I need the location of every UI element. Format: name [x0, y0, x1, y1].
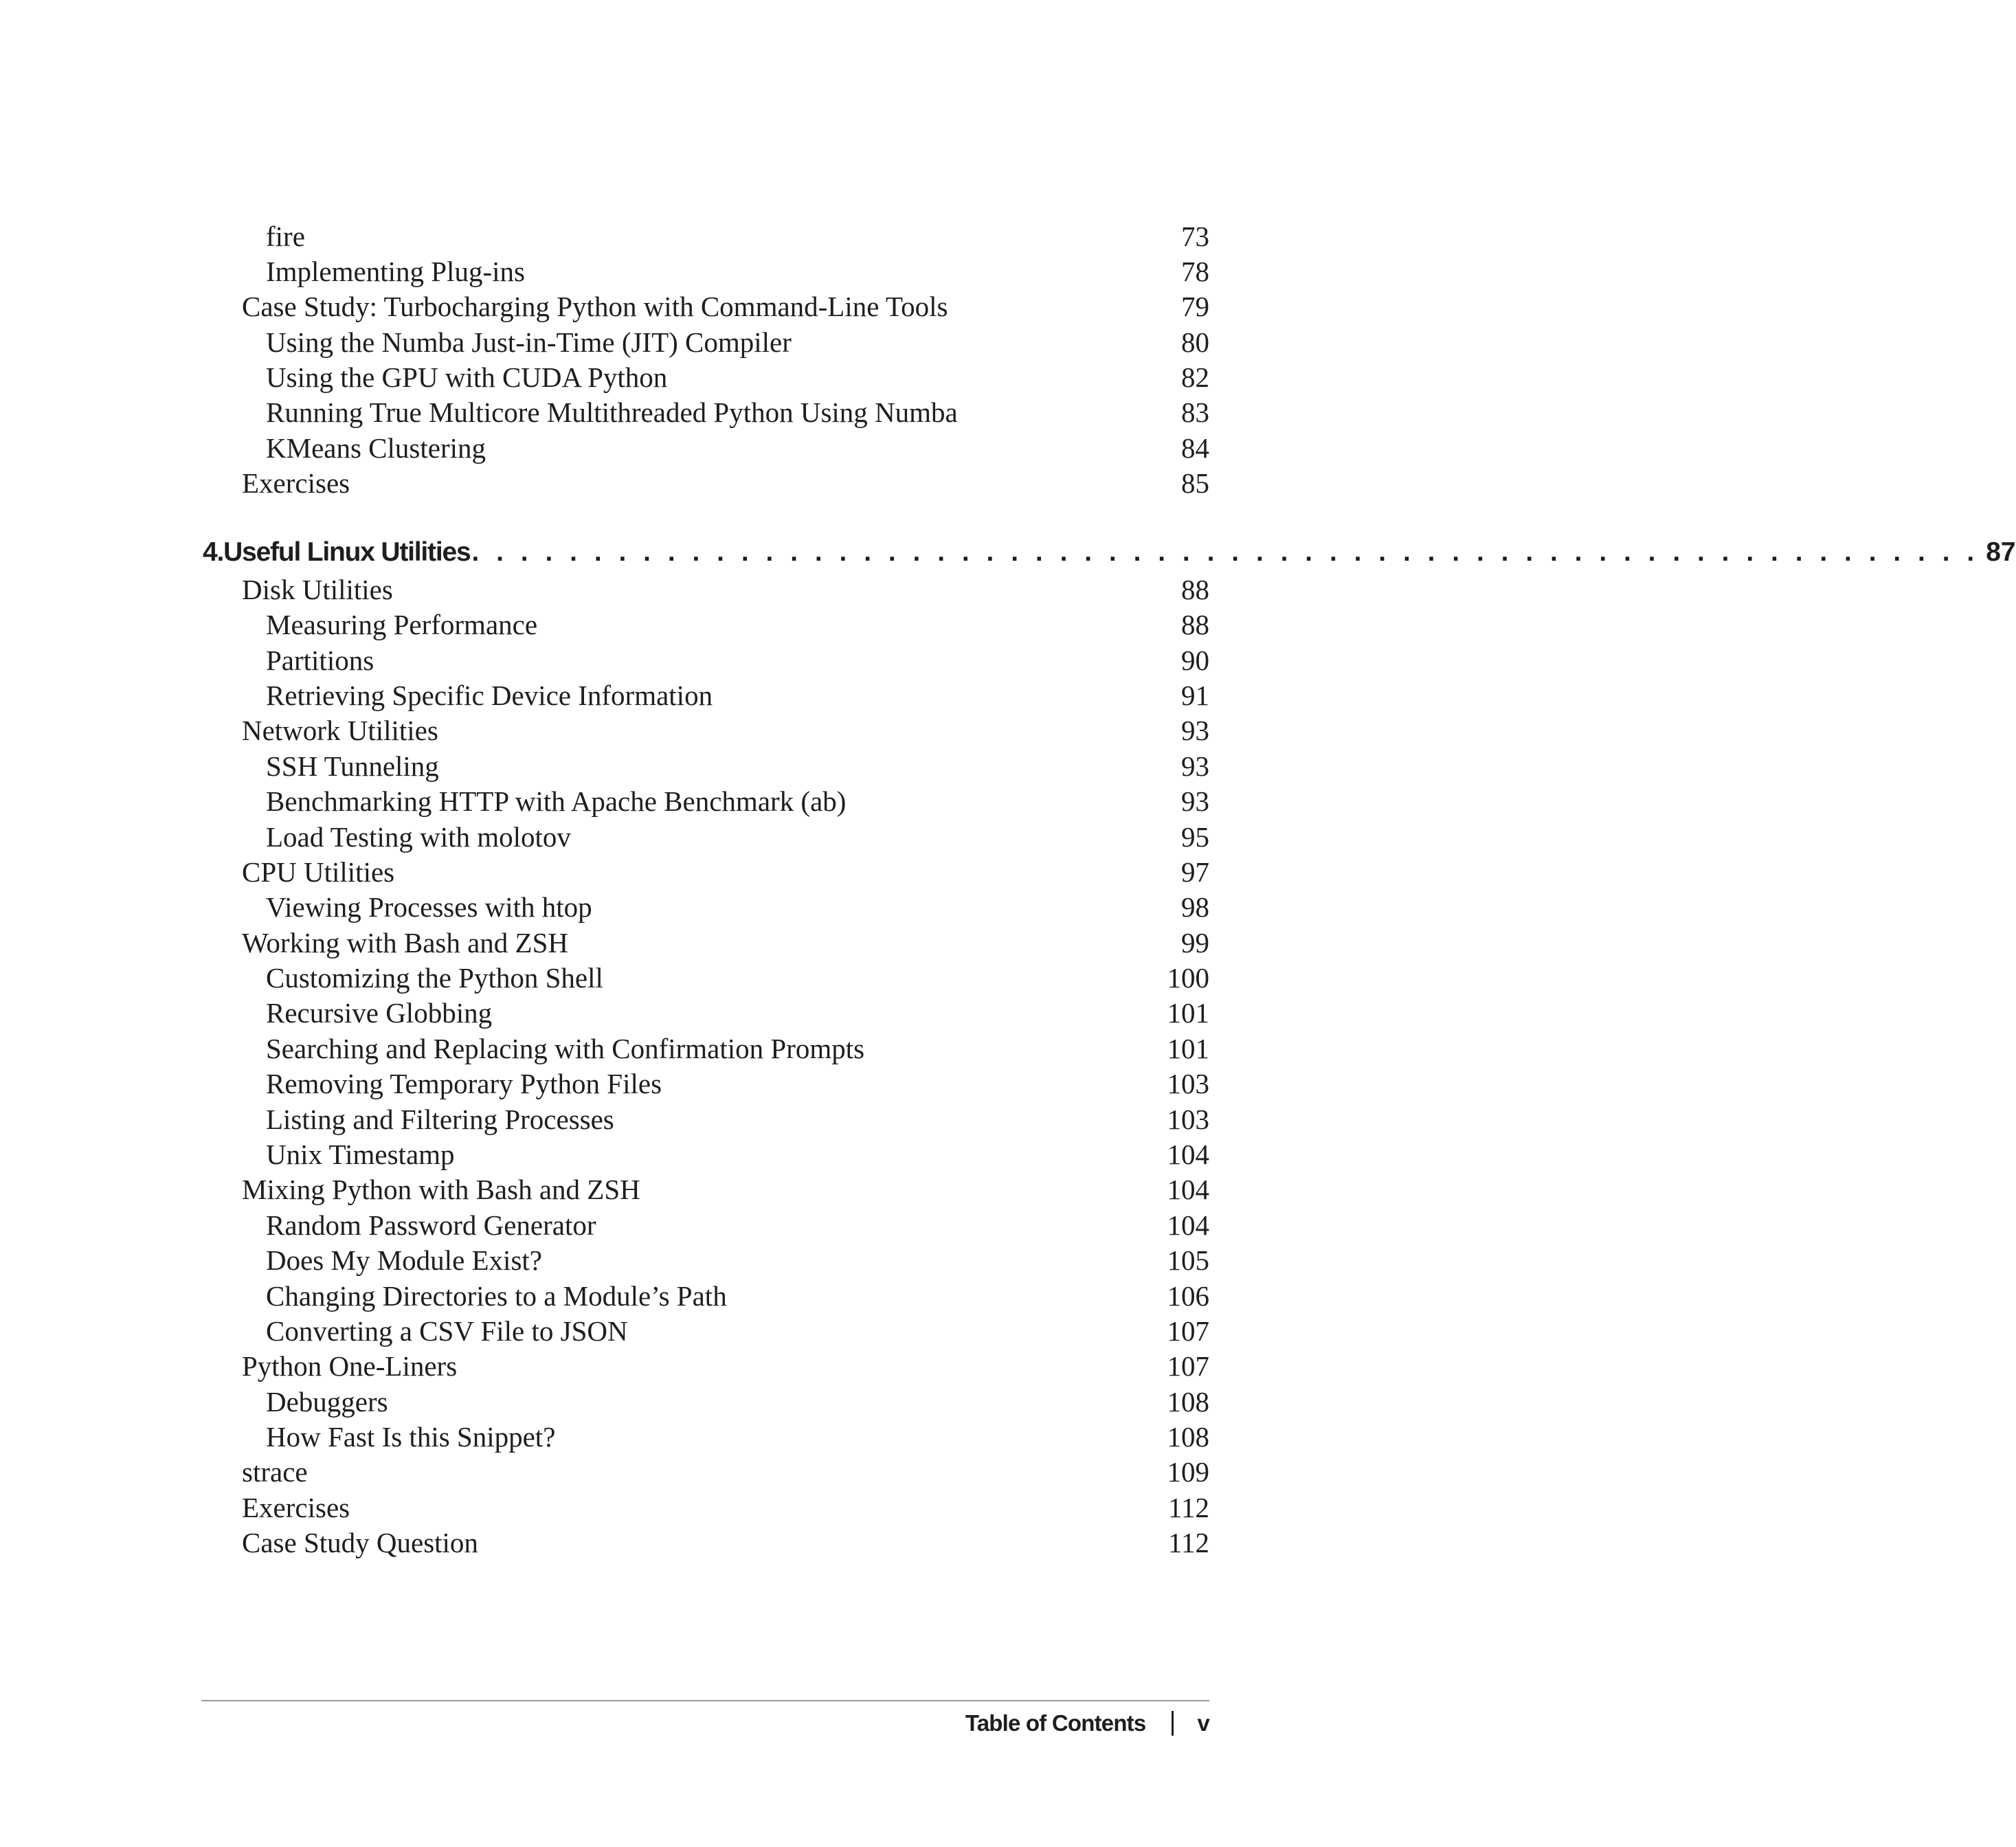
toc-entry-page: 98: [1181, 891, 1209, 923]
toc-entry-page: 112: [1168, 1527, 1209, 1558]
toc-entry-page: 101: [1167, 1033, 1209, 1064]
toc-entry-page: 91: [1181, 680, 1209, 711]
toc-entry-title: Disk Utilities: [242, 574, 393, 605]
toc-entry-page: 79: [1181, 291, 1209, 322]
toc-entry[interactable]: [266, 430, 1209, 466]
toc-entry-page: 93: [1181, 750, 1209, 782]
toc-entry-page: 103: [1167, 1068, 1209, 1099]
toc-entry-page: 109: [1167, 1456, 1209, 1488]
toc-entry-title: KMeans Clustering: [266, 432, 486, 464]
toc-entry-page: 103: [1167, 1104, 1209, 1135]
toc-entry[interactable]: [242, 289, 1209, 324]
toc-entry-title: Python One-Liners: [242, 1350, 458, 1382]
toc-entry[interactable]: [266, 1242, 1209, 1278]
toc-entry[interactable]: [242, 572, 1209, 607]
toc-entry[interactable]: [266, 960, 1209, 996]
toc-entry[interactable]: [266, 1419, 1209, 1455]
toc-entry[interactable]: [266, 1207, 1209, 1243]
toc-entry-title: SSH Tunneling: [266, 750, 439, 782]
toc-entry[interactable]: [266, 394, 1209, 430]
toc-entry[interactable]: [266, 1066, 1209, 1101]
toc-entry[interactable]: [266, 1031, 1209, 1066]
toc-entry-title: Running True Multicore Multithreaded Python Using Numba: [266, 396, 958, 428]
toc-entry-title: fire: [266, 221, 305, 252]
toc-entry-page: 84: [1181, 432, 1209, 464]
toc-entry[interactable]: [266, 889, 1209, 925]
toc-entry-title: Exercises: [242, 467, 350, 499]
toc-entry-title: Working with Bash and ZSH: [242, 927, 569, 959]
toc-entry[interactable]: [242, 1454, 1209, 1490]
toc-entry-title: Customizing the Python Shell: [266, 962, 603, 994]
toc-entry[interactable]: [266, 324, 1209, 360]
toc-entry-page: 107: [1167, 1315, 1209, 1347]
toc-entry-page: 107: [1167, 1350, 1209, 1382]
toc-entry[interactable]: [242, 1172, 1209, 1207]
toc-entry-page: 73: [1181, 221, 1209, 252]
toc-entry-title: Mixing Python with Bash and ZSH: [242, 1174, 640, 1205]
toc-entry-title: CPU Utilities: [242, 856, 395, 888]
toc-entry-title: Unix Timestamp: [266, 1139, 455, 1170]
toc-entry[interactable]: [266, 607, 1209, 642]
chapter-page: 87: [1986, 537, 2016, 567]
toc-entry[interactable]: [242, 465, 1209, 501]
toc-entry-page: 100: [1167, 962, 1209, 994]
toc-entry[interactable]: [242, 1490, 1209, 1525]
toc-entry[interactable]: [242, 854, 1209, 890]
toc-entry[interactable]: [266, 642, 1209, 678]
dot-leader: . . . . . . . . . . . . . . . . . . . . . . . . . . . . . . . . . . . . . . . . . . . . . . . . . . . . . . . . . . . . . .: [471, 537, 1980, 567]
toc-entry[interactable]: [266, 678, 1209, 713]
toc-entry[interactable]: [266, 1278, 1209, 1314]
toc-entry-page: 85: [1181, 467, 1209, 499]
toc-entry[interactable]: [266, 254, 1209, 289]
toc-entry-page: 106: [1167, 1280, 1209, 1312]
toc-entry-page: 88: [1181, 609, 1209, 640]
toc-entry-page: 88: [1181, 574, 1209, 605]
page-footer: [965, 1707, 1209, 1740]
toc-entry-title: Measuring Performance: [266, 609, 538, 640]
toc-entry-page: 80: [1181, 326, 1209, 358]
toc-entry[interactable]: [266, 748, 1209, 784]
toc-entry-page: 108: [1167, 1421, 1209, 1453]
toc-entry-title: Searching and Replacing with Confirmation Prompts: [266, 1033, 865, 1064]
toc-entry-title: How Fast Is this Snippet?: [266, 1421, 556, 1453]
toc-entry-title: Random Password Generator: [266, 1209, 596, 1241]
toc-entry-page: 104: [1167, 1209, 1209, 1241]
toc-entry[interactable]: [266, 1137, 1209, 1172]
toc-entry-page: 104: [1167, 1139, 1209, 1170]
toc-entry-page: 101: [1167, 997, 1209, 1029]
toc-entry-title: Implementing Plug-ins: [266, 256, 525, 287]
toc-entry-page: 112: [1168, 1492, 1209, 1523]
footer-separator: [1172, 1711, 1174, 1736]
toc-entry-title: Load Testing with molotov: [266, 821, 571, 853]
toc-entry[interactable]: [266, 1384, 1209, 1420]
toc-entry[interactable]: [266, 995, 1209, 1031]
toc-entry-title: Case Study: Turbocharging Python with Command-Line Tools: [242, 291, 948, 322]
toc-entry[interactable]: [266, 219, 1209, 254]
toc-entry[interactable]: [242, 925, 1209, 961]
toc-entry-page: 82: [1181, 361, 1209, 393]
toc-entry-title: Removing Temporary Python Files: [266, 1068, 662, 1099]
toc-entry-title: Does My Module Exist?: [266, 1244, 542, 1276]
toc-entry-page: 108: [1167, 1386, 1209, 1418]
toc-entry[interactable]: [266, 1313, 1209, 1349]
toc-entry-title: Converting a CSV File to JSON: [266, 1315, 628, 1347]
toc-entry-page: 95: [1181, 821, 1209, 853]
toc-entry-page: 78: [1181, 256, 1209, 287]
toc-entry-title: Changing Directories to a Module’s Path: [266, 1280, 727, 1312]
toc-entry[interactable]: [266, 783, 1209, 819]
toc-entry-title: Case Study Question: [242, 1527, 478, 1558]
toc-entry-title: Retrieving Specific Device Information: [266, 680, 713, 711]
chapter-heading[interactable]: [203, 532, 2016, 573]
toc-entry[interactable]: [266, 1101, 1209, 1137]
chapter-title: Useful Linux Utilities: [223, 537, 471, 567]
toc-entry-page: 99: [1181, 927, 1209, 959]
toc-entry-title: Viewing Processes with htop: [266, 891, 592, 923]
toc-entry-page: 97: [1181, 856, 1209, 888]
toc-entry-page: 105: [1167, 1244, 1209, 1276]
toc-entry-title: Using the GPU with CUDA Python: [266, 361, 668, 393]
toc-entry[interactable]: [242, 1525, 1209, 1560]
toc-entry-page: 93: [1181, 715, 1209, 746]
toc-entry[interactable]: [242, 1348, 1209, 1384]
toc-entry-title: Using the Numba Just-in-Time (JIT) Compiler: [266, 326, 792, 358]
footer-divider: [201, 1700, 1209, 1701]
toc-entry-title: Network Utilities: [242, 715, 438, 746]
footer-title: Table of Contents: [965, 1710, 1146, 1736]
chapter-number: 4.: [203, 537, 224, 567]
toc-entry[interactable]: [266, 819, 1209, 855]
toc-entry-title: Exercises: [242, 1492, 350, 1523]
toc-entry-title: strace: [242, 1456, 308, 1488]
toc-entry-page: 90: [1181, 645, 1209, 676]
toc-entry-page: 104: [1167, 1174, 1209, 1205]
toc-entry-title: Benchmarking HTTP with Apache Benchmark (ab): [266, 785, 847, 817]
toc-entry-page: 93: [1181, 785, 1209, 817]
toc-entry-page: 83: [1181, 396, 1209, 428]
toc-entry-title: Debuggers: [266, 1386, 388, 1418]
toc-entry-title: Listing and Filtering Processes: [266, 1104, 614, 1135]
footer-page-number: v: [1197, 1710, 1209, 1736]
toc-entry[interactable]: [266, 359, 1209, 395]
toc-entry-title: Partitions: [266, 645, 374, 676]
toc-entry[interactable]: [242, 713, 1209, 748]
toc-entry-title: Recursive Globbing: [266, 997, 493, 1029]
